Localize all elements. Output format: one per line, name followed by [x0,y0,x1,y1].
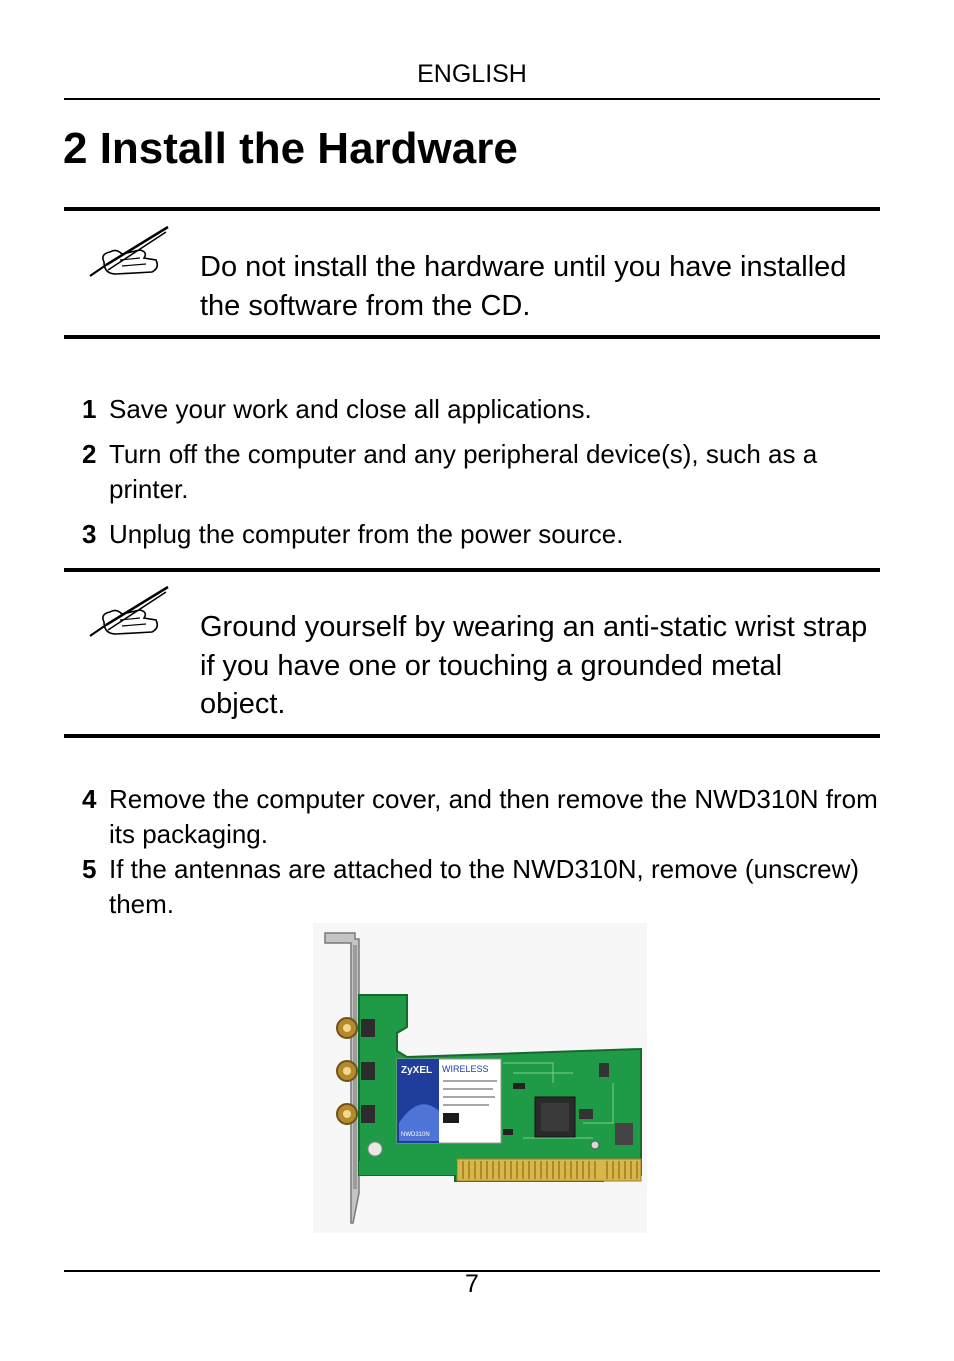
list-item [82,437,882,507]
note-pencil-icon [86,584,174,642]
page-title: 2 Install the Hardware [63,124,518,173]
note-text: Do not install the hardware until you have installed the software from the CD. [200,251,847,322]
list-item [82,392,882,427]
header-divider [64,98,880,100]
list-item [82,852,882,922]
step-number: 4 [82,784,97,814]
step-number: 3 [82,519,97,549]
running-header: ENGLISH [417,60,527,88]
note-bottom-rule [64,335,880,339]
list-item [82,517,882,552]
step-number: 1 [82,394,97,424]
step-text: If the antennas are attached to the NWD310N, remove (unscrew) them. [109,854,860,919]
label-model: NWD310N [401,1132,430,1138]
note-pencil-icon [86,224,174,282]
step-number: 5 [82,854,97,884]
note-top-rule [64,568,880,572]
note-text: Ground yourself by wearing an anti-static wrist strap if you have one or touching a grounded metal object. [200,611,868,720]
nwd310n-card-image [313,923,647,1233]
step-text: Turn off the computer and any peripheral device(s), such as a printer. [109,439,818,504]
antenna-connectors [337,1018,375,1124]
note-bottom-rule [64,734,880,738]
step-text: Remove the computer cover, and then remove the NWD310N from its packaging. [109,784,878,849]
brand-logo: ZyXEL [401,1065,433,1076]
step-text: Save your work and close all applications. [109,394,592,424]
step-text: Unplug the computer from the power source. [109,519,624,549]
note-top-rule [64,207,880,211]
step-number: 2 [82,439,97,469]
list-item [82,782,882,852]
page-number: 7 [465,1270,479,1298]
label-title: WIRELESS [442,1064,489,1074]
